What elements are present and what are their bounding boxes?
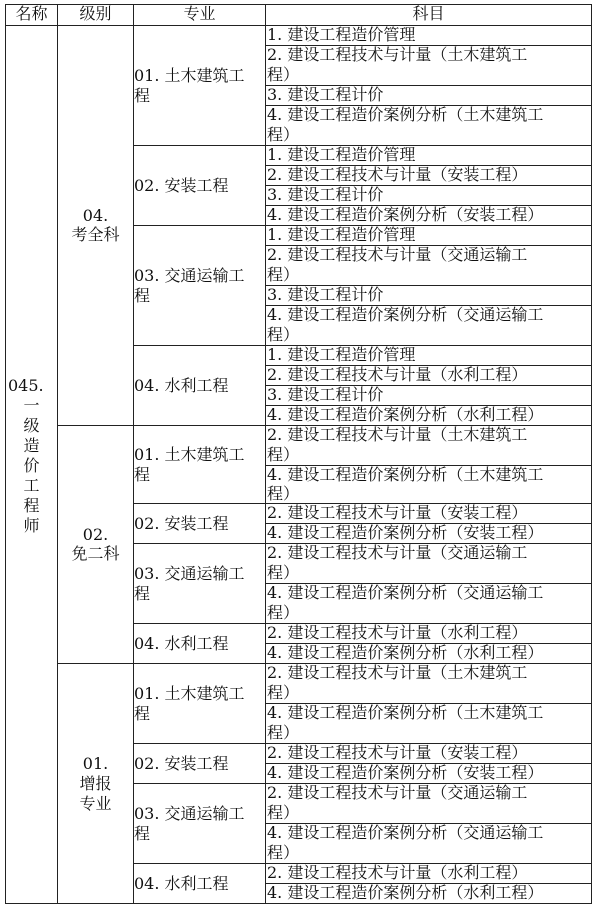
subject-text: 3. 建设工程计价	[267, 385, 384, 404]
subject-text: 程）	[267, 65, 300, 84]
subject-text: 程）	[267, 125, 300, 144]
subject-text: 2. 建设工程技术与计量（安装工程）	[267, 503, 528, 522]
level-label: 增报	[79, 774, 112, 793]
subject-text: 1. 建设工程造价管理	[267, 25, 416, 44]
major-label: 程	[134, 465, 151, 484]
major-label: 程	[134, 704, 151, 723]
subject-text: 1. 建设工程造价管理	[267, 145, 416, 164]
subject-text: 2. 建设工程技术与计量（交通运输工	[267, 543, 528, 562]
subject-text: 4. 建设工程造价案例分析（土木建筑工	[267, 105, 544, 124]
level-label: 免二科	[71, 544, 120, 563]
subject-text: 4. 建设工程造价案例分析（安装工程）	[267, 205, 544, 224]
subject-text: 程）	[267, 723, 300, 742]
header-level: 级别	[79, 4, 112, 23]
subject-text: 4. 建设工程造价案例分析（安装工程）	[267, 523, 544, 542]
subject-text: 4. 建设工程造价案例分析（交通运输工	[267, 583, 544, 602]
level-label: 考全科	[71, 225, 120, 244]
major-label: 程	[134, 286, 151, 305]
major-label: 04. 水利工程	[134, 634, 229, 653]
header-major: 专业	[183, 4, 216, 23]
subject-text: 2. 建设工程技术与计量（交通运输工	[267, 783, 528, 802]
subject-text: 3. 建设工程计价	[267, 285, 384, 304]
subject-text: 2. 建设工程技术与计量（交通运输工	[267, 245, 528, 264]
subject-text: 4. 建设工程造价案例分析（安装工程）	[267, 763, 544, 782]
major-label: 03. 交通运输工	[134, 564, 245, 583]
qualification-title-char: 师	[23, 516, 40, 535]
subject-text: 程）	[267, 803, 300, 822]
subject-text: 3. 建设工程计价	[267, 185, 384, 204]
subject-text: 2. 建设工程技术与计量（土木建筑工	[267, 425, 528, 444]
subject-text: 4. 建设工程造价案例分析（交通运输工	[267, 823, 544, 842]
major-label: 01. 土木建筑工	[134, 445, 245, 464]
subject-text: 4. 建设工程造价案例分析（水利工程）	[267, 883, 544, 902]
level-code: 01.	[82, 754, 109, 773]
subject-text: 程）	[267, 445, 300, 464]
qualification-code: 045.	[8, 376, 44, 395]
subject-text: 程）	[267, 325, 300, 344]
subject-text: 2. 建设工程技术与计量（安装工程）	[267, 165, 528, 184]
subject-text: 4. 建设工程造价案例分析（交通运输工	[267, 305, 544, 324]
subject-text: 4. 建设工程造价案例分析（水利工程）	[267, 405, 544, 424]
subject-text: 1. 建设工程造价管理	[267, 345, 416, 364]
major-label: 03. 交通运输工	[134, 804, 245, 823]
subject-text: 2. 建设工程技术与计量（土木建筑工	[267, 663, 528, 682]
subject-text: 程）	[267, 843, 300, 862]
subject-text: 4. 建设工程造价案例分析（水利工程）	[267, 643, 544, 662]
subject-text: 4. 建设工程造价案例分析（土木建筑工	[267, 465, 544, 484]
level-code: 02.	[82, 525, 109, 544]
major-label: 程	[134, 86, 151, 105]
major-label: 02. 安装工程	[134, 176, 229, 195]
header-name: 名称	[15, 4, 48, 23]
subject-text: 程）	[267, 265, 300, 284]
major-label: 01. 土木建筑工	[134, 684, 245, 703]
subject-text: 程）	[267, 603, 300, 622]
qualification-title-char: 程	[23, 496, 40, 515]
subject-text: 2. 建设工程技术与计量（水利工程）	[267, 623, 528, 642]
subject-text: 2. 建设工程技术与计量（水利工程）	[267, 863, 528, 882]
qualification-title-char: 工	[23, 476, 40, 495]
major-label: 程	[134, 584, 151, 603]
header-subject: 科目	[412, 4, 445, 23]
subject-text: 程）	[267, 484, 300, 503]
qualification-title-char: 价	[23, 456, 40, 475]
major-label: 03. 交通运输工	[134, 266, 245, 285]
qualification-title-char: 造	[23, 436, 40, 455]
major-label: 04. 水利工程	[134, 874, 229, 893]
subject-text: 程）	[267, 683, 300, 702]
major-label: 02. 安装工程	[134, 754, 229, 773]
major-label: 01. 土木建筑工	[134, 66, 245, 85]
qualification-title-char: 级	[23, 416, 40, 435]
subject-text: 2. 建设工程技术与计量（水利工程）	[267, 365, 528, 384]
major-label: 04. 水利工程	[134, 376, 229, 395]
qualification-title-char: 一	[23, 396, 40, 415]
subject-text: 2. 建设工程技术与计量（土木建筑工	[267, 45, 528, 64]
level-code: 04.	[82, 206, 109, 225]
subject-text: 程）	[267, 563, 300, 582]
subject-text: 1. 建设工程造价管理	[267, 225, 416, 244]
subject-text: 3. 建设工程计价	[267, 85, 384, 104]
level-label: 专业	[79, 794, 112, 813]
subject-text: 4. 建设工程造价案例分析（土木建筑工	[267, 703, 544, 722]
major-label: 02. 安装工程	[134, 514, 229, 533]
major-label: 程	[134, 824, 151, 843]
subject-text: 2. 建设工程技术与计量（安装工程）	[267, 743, 528, 762]
